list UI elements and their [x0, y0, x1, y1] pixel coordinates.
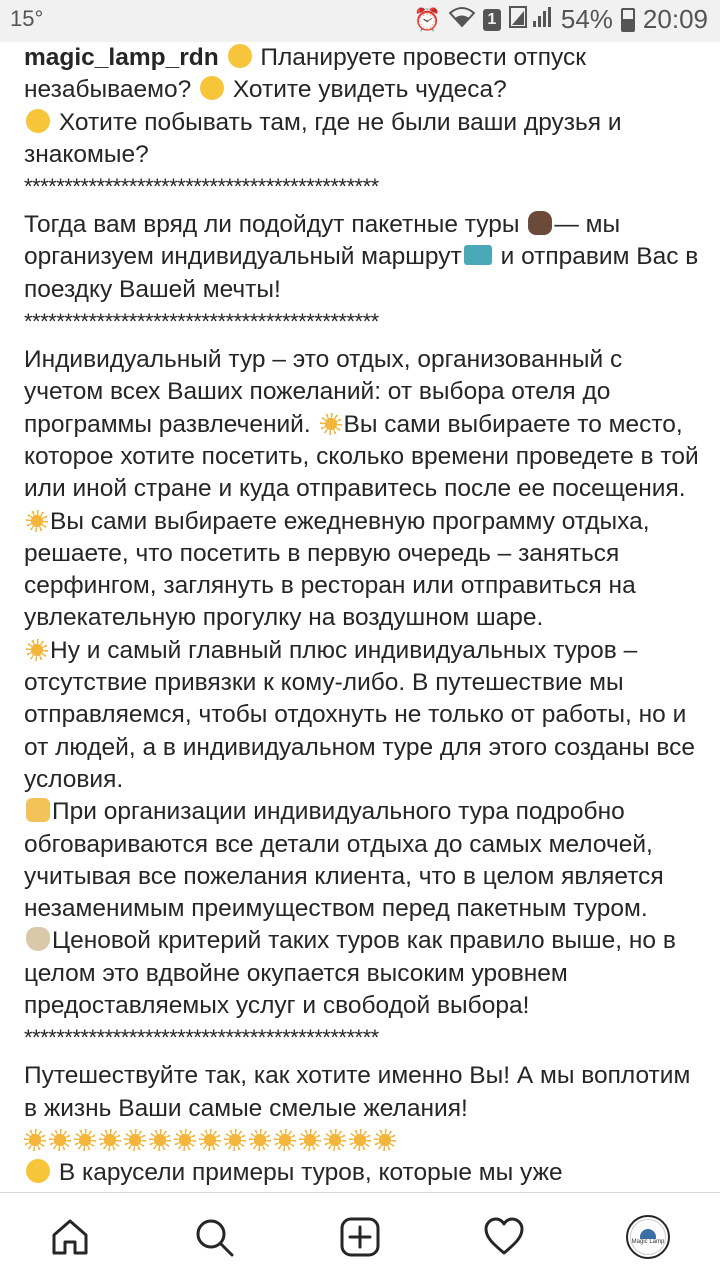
lamp-logo-icon	[640, 1229, 656, 1239]
signal-icon	[509, 5, 553, 35]
sun-emoji-icon	[99, 1129, 121, 1151]
heart-icon	[482, 1215, 526, 1259]
home-icon	[48, 1215, 92, 1259]
battery-icon	[621, 8, 635, 32]
caption-text: — мы организуем индивидуальный маршрут	[24, 211, 621, 271]
caption-text: Тогда вам вряд ли подойдут пакетные туры	[24, 211, 520, 239]
separator: ********************************************	[24, 174, 379, 200]
sun-emoji-icon	[320, 413, 342, 435]
caption-paragraph	[24, 796, 704, 925]
caption-text: Вы сами выбираете ежедневную программу отдыха, решаете, что посетить в первую очередь – заняться серфингом, заглянуть в ресторан или отправиться на увлекательную прогулку на воздушном шаре.	[24, 507, 650, 632]
sun-emoji-icon	[149, 1129, 171, 1151]
surprised-emoji-icon	[200, 76, 224, 100]
battery-percent: 54%	[560, 4, 613, 34]
sun-emoji-icon	[26, 510, 48, 532]
caption-text: Путешествуйте так, как хотите именно Вы! А мы воплотим в жизнь Ваши самые смелые желания!	[24, 1062, 691, 1122]
caption-paragraph	[24, 344, 704, 505]
sun-emoji-row	[24, 1125, 704, 1157]
star-eyes-emoji-icon	[228, 44, 252, 68]
profile-logo	[630, 1219, 666, 1255]
sun-emoji-icon	[199, 1129, 221, 1151]
caption-paragraph	[24, 1060, 704, 1125]
tongue-emoji-icon	[26, 109, 50, 133]
money-bag-emoji-icon	[26, 927, 50, 951]
caption-text: Индивидуальный тур – это отдых, организованный с учетом всех Ваших пожеланий: от выбора отеля до программы развлечений.	[24, 346, 623, 438]
sun-emoji-icon	[324, 1129, 346, 1151]
wifi-icon	[449, 6, 475, 34]
separator: ********************************************	[24, 1025, 379, 1051]
caption-text: Вы сами выбираете то место, которое хотите посетить, сколько времени проведете в той или иной стране и куда отправитесь после ее посещения.	[24, 410, 699, 503]
sun-emoji-icon	[26, 639, 48, 661]
clock: 20:09	[642, 4, 708, 34]
caption-paragraph	[24, 925, 704, 1022]
nav-search-button[interactable]	[184, 1207, 244, 1267]
temperature: 15°	[10, 6, 44, 31]
post-username[interactable]: magic_lamp_rdn	[24, 44, 219, 71]
caption-text: Ну и самый главный плюс индивидуальных туров – отсутствие привязки к кому-либо. В путешествие мы отправляемся, чтобы отдохнуть не только от работы, но и от людей, а в индивидуальном туре для этого созданы все условия.	[24, 636, 695, 793]
status-bar	[0, 0, 720, 42]
profile-logo-text: Magic Lamp	[631, 1238, 665, 1245]
caption-text: При организации индивидуального тура подробно обговариваются все детали отдыха до самых мелочей, учитывая все пожелания клиента, что в целом является незаменимым преимуществом перед пакетным туром.	[24, 798, 664, 923]
nav-home-button[interactable]	[40, 1207, 100, 1267]
sun-emoji-icon	[349, 1129, 371, 1151]
caption-paragraph	[24, 1157, 704, 1189]
separator: ********************************************	[24, 309, 379, 335]
hand-emoji-icon	[26, 798, 50, 822]
status-icons	[413, 4, 708, 35]
sim-icon: 1	[483, 9, 501, 31]
avatar	[626, 1215, 670, 1259]
sun-emoji-icon	[174, 1129, 196, 1151]
caption-text: Ценовой критерий таких туров как правило выше, но в целом это вдвойне окупается высоким уровнем предоставляемых услуг и свободой выбора!	[24, 927, 676, 1020]
sun-emoji-icon	[74, 1129, 96, 1151]
add-post-icon	[338, 1215, 382, 1259]
sun-emoji-icon	[49, 1129, 71, 1151]
nav-profile-button[interactable]	[618, 1207, 678, 1267]
sun-emoji-icon	[299, 1129, 321, 1151]
caption-paragraph	[24, 635, 704, 796]
caption-text: Планируете провести отпуск незабываемо?	[24, 44, 586, 104]
caption-text: Хотите побывать там, где не были ваши друзья и знакомые?	[24, 108, 622, 168]
caption-intro	[24, 42, 704, 171]
sun-emoji-icon	[224, 1129, 246, 1151]
search-icon	[192, 1215, 236, 1259]
sun-emoji-icon	[374, 1129, 396, 1151]
nav-activity-button[interactable]	[474, 1207, 534, 1267]
caption-text: В карусели примеры туров, которые мы уже	[58, 1159, 563, 1187]
bottom-nav	[0, 1192, 720, 1281]
caption-paragraph	[24, 506, 704, 635]
post-caption	[24, 42, 704, 1190]
map-emoji-icon	[464, 245, 492, 265]
sun-emoji-icon	[274, 1129, 296, 1151]
sun-emoji-icon	[124, 1129, 146, 1151]
alarm-icon: ⏰	[413, 6, 441, 32]
caption-text: Хотите увидеть чудеса?	[232, 76, 507, 104]
sun-emoji-icon	[249, 1129, 271, 1151]
sun-emoji-icon	[24, 1129, 46, 1151]
nav-add-button[interactable]	[330, 1207, 390, 1267]
caption-paragraph	[24, 209, 704, 306]
person-emoji-icon	[528, 211, 552, 235]
smile-emoji-icon	[26, 1159, 50, 1183]
caption-text: и отправим Вас в поездку Вашей мечты!	[24, 243, 699, 303]
